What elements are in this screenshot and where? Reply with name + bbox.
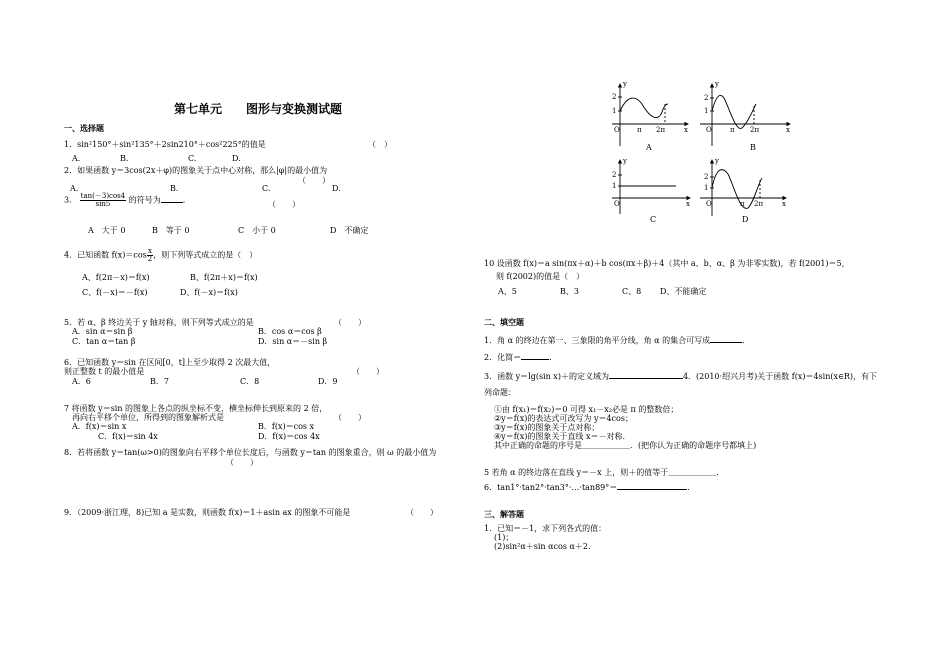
fill-question-5: 5 若角 α 的终边落在直线 y＝－x 上，则＋的值等于＿＿＿＿＿＿． [484,468,725,477]
question-1-option-a: A. [72,154,81,163]
question-6-line-2: 则正整数 t 的最小值是 [64,367,145,376]
fill-question-4-item-3: ③y＝f(x)的图象关于点对称； [494,423,600,432]
fill-question-4-answer-line: 其中正确的命题的序号是＿＿＿＿＿＿．(把你认为正确的命题序号都填上) [494,441,757,450]
fill-question-2-text: 2．化简＝ [484,353,522,362]
solve-question-1: 1．已知＝－1，求下列各式的值： [484,524,607,533]
question-6-option-c: C．8 [240,377,260,386]
question-5-option-d: D．sin α＝－sin β [258,337,328,346]
fill-question-1-blank [710,334,742,343]
solve-question-1-part-2: (2)sin²α＋sin αcos α＋2. [494,542,591,551]
question-8: 8．若将函数 y＝tan(ω>0)的图象向右平移个单位长度后，与函数 y＝tan 的图象重合，则 ω 的最小值为 [64,448,437,457]
question-6: 6．已知函数 y＝sin 在区间[0，t]上至少取得 2 次最大值， [64,358,276,367]
graph-a-label: A [646,143,652,152]
fill-question-1: 1．角 α 的终边在第一、三象限的角平分线，角 α 的集合可写成 . [484,336,745,345]
question-10: 10 设函数 f(x)＝a sin(πx＋α)＋b cos(πx＋β)＋4（其中 a、b、α、β 为非零实数)，若 f(2001)＝5， [484,259,850,268]
section-solve-heading: 三、解答题 [484,510,524,519]
question-1-option-b: B. [120,154,129,163]
fill-question-2-blank [521,351,549,360]
fill-question-4-item-1: ①由 f(x₁)＝f(x₂)＝0 可得 x₁－x₂必是 π 的整数倍； [494,405,679,414]
question-2-option-a: A. [70,184,79,193]
question-10-option-b: B、3 [560,287,579,296]
fill-question-3-text: 3．函数 y＝lg(sin x)＋的定义域为 [484,372,609,381]
graph-c-y-label: y [623,157,627,165]
graph-d-y-label: y [715,157,719,165]
fill-question-1-text: 1．角 α 的终边在第一、三象限的角平分线，角 α 的集合可写成 [484,336,711,345]
graph-a-tick-2pi: 2π [656,126,666,134]
question-8-answer-paren: （ ） [226,458,258,467]
question-4-fraction-denominator: 2 [147,255,153,263]
question-4-option-d: D、f(－x)＝f(x) [180,288,238,297]
fill-question-3 [484,370,877,381]
question-3 [64,193,185,208]
question-3-end: . [182,195,186,205]
trig-graph-options [590,74,805,230]
question-3-option-c: C 小于 0 [238,226,276,235]
question-7: 7 将函数 y＝sin 的图象上各点的纵坐标不变，横坐标伸长到原来的 2 倍， [64,404,328,413]
question-3-fraction [80,193,127,208]
question-3-option-a: A 大于 0 [88,226,126,235]
question-3-number: 3． [64,195,78,205]
fill-question-4-intro: 4．(2010·绍兴月考)关于函数 f(x)＝4sin(x∈R)，有下 [682,372,878,381]
graph-b-tick-1: 1 [704,107,709,115]
question-10-line-2: 则 f(2002)的值是（ ） [496,272,585,281]
question-5-option-c: C．tan α＝tan β [72,337,136,346]
graph-a-x-label: x [684,126,688,134]
graph-d-tick-2pi: 2π [754,200,764,208]
question-3-suffix: 的符号为 [128,195,161,205]
question-9-answer-paren: （ ） [406,508,438,517]
graph-b-origin: O [706,126,712,134]
question-6-option-d: D．9 [318,377,338,386]
question-4 [64,248,257,263]
question-9: 9．（2009·浙江理，8)已知 a 是实数，则函数 f(x)＝1＋asin ax 的图象不可能是 [64,508,351,517]
question-4-text-a: 4．已知函数 f(x)＝cos [64,250,147,260]
question-5-option-b: B．cos α＝cos β [258,327,322,336]
fill-question-4-item-2: ②y＝f(x)的表达式可改写为 y＝4cos； [494,414,633,423]
graph-c-label: C [650,215,657,224]
question-2-option-b: B. [170,184,179,193]
question-10-option-d: D、不能确定 [660,287,707,296]
graph-a-tick-1: 1 [612,107,617,115]
question-4-option-a: A、f(2π－x)＝f(x) [82,273,150,282]
section-fill-heading: 二、填空题 [484,318,524,327]
fill-question-3-blank [609,370,683,379]
question-7-answer-paren: （ ） [334,413,366,422]
graph-a-tick-2: 2 [612,93,617,101]
graph-a-origin: O [614,126,620,134]
question-3-blank [161,194,183,203]
graph-b-tick-2: 2 [704,94,709,102]
graph-c-tick-2: 2 [612,171,617,179]
graph-d-x-label: x [782,200,786,208]
question-4-option-b: B、f(2π＋x)＝f(x) [190,273,258,282]
graph-b-tick-2pi: 2π [750,126,760,134]
page-title: 第七单元 图形与变换测试题 [174,102,343,116]
graph-b-x-label: x [786,126,790,134]
graph-d-tick-2: 2 [704,173,709,181]
graph-d-origin: O [706,200,712,208]
graph-a [612,84,688,146]
fill-question-2: 2．化简＝ . [484,353,552,362]
question-2-answer-paren: （ ） [298,176,330,185]
fill-question-6-text: 6．tan1°·tan2°·tan3°·…·tan89°＝ [484,483,618,492]
question-5-option-a: A．sin α＝sin β [72,327,133,336]
question-1-answer-paren: （ ） [368,140,392,149]
question-3-answer-paren: （ ） [268,200,300,209]
question-10-option-c: C、8 [622,287,642,296]
section-choice-heading: 一、选择题 [64,124,104,133]
question-7-line-2: 再向右平移个单位，所得到的图象解析式是 [72,413,224,422]
question-5-answer-paren: （ ） [334,318,366,327]
question-7-option-a: A．f(x)＝sin x [72,422,127,431]
graph-d-tick-1: 1 [704,184,709,192]
solve-question-1-part-1: (1)； [494,533,514,542]
question-4-option-c: C、f(－x)＝－f(x) [82,288,148,297]
graph-c-origin: O [614,200,620,208]
question-3-option-d: D 不确定 [330,226,369,235]
fill-question-4-prompt: 列命题： [484,388,516,397]
graph-a-tick-pi: π [637,126,642,134]
question-7-option-c: C．f(x)＝sin 4x [98,432,158,441]
graph-a-y-label: y [623,80,627,88]
question-1-option-c: C. [188,154,197,163]
question-4-text-b: ，则下列等式成立的是（ ） [153,250,258,260]
question-2-option-c: C. [262,184,271,193]
graph-b-label: B [750,143,756,152]
graph-d-tick-pi: π [740,200,745,208]
question-7-option-d: D．f(x)＝cos 4x [258,432,320,441]
question-1-option-d: D. [232,154,241,163]
graph-b [700,84,790,146]
fill-question-6: 6．tan1°·tan2°·tan3°·…·tan89°＝ . [484,483,690,492]
question-3-fraction-numerator: tan(－3)cos4 [80,192,126,200]
graph-d-label: D [742,215,749,224]
question-4-fraction-numerator: x [148,247,152,255]
question-1: 1．sin²150°＋sin²135°＋2sin210°＋cos²225°的值是 [64,140,266,149]
question-5: 5．若 α、β 终边关于 y 轴对称，则下列等式成立的是 [64,318,254,327]
question-2-option-d: D. [332,184,341,193]
question-7-option-b: B．f(x)＝cos x [258,422,315,431]
fill-question-6-blank [617,481,687,490]
question-6-option-a: A．6 [72,377,91,386]
question-3-fraction-denominator: sin5 [95,200,111,208]
question-10-option-a: A、5 [498,287,517,296]
graph-c-tick-1: 1 [612,182,617,190]
graph-c [612,160,690,214]
graph-c-x-label: x [686,200,690,208]
question-6-answer-paren: （ ） [352,367,384,376]
question-3-option-b: B 等于 0 [152,226,190,235]
question-2: 2．如果函数 y＝3cos(2x＋φ)的图象关于点中心对称，那么|φ|的最小值为 [64,166,328,175]
question-6-option-b: B．7 [150,377,169,386]
graph-b-tick-pi: π [730,126,735,134]
graph-b-y-label: y [715,80,719,88]
fill-question-4-item-4: ④y＝f(x)的图象关于直线 x＝－对称． [494,432,631,441]
